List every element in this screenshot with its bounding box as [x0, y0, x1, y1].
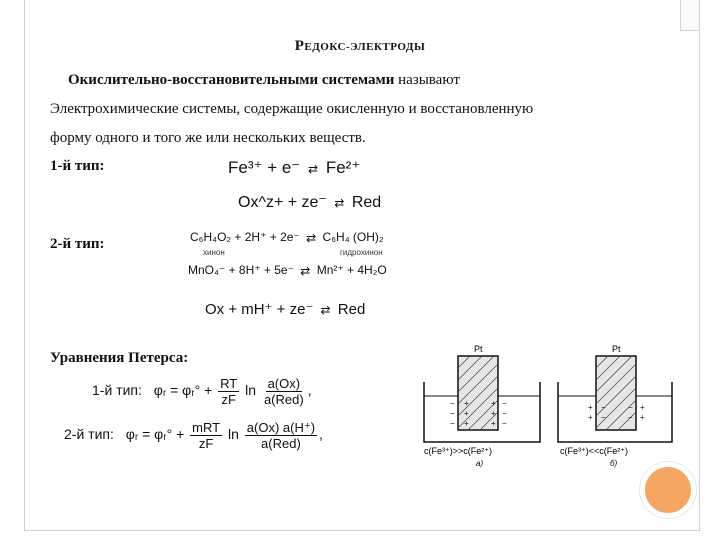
equilibrium-arrow-icon: ⇄ — [306, 230, 317, 245]
svg-text:+: + — [464, 399, 469, 408]
type2-label: 2-й тип: — [50, 236, 105, 252]
type1-equation-2: Ox^z+ + ze⁻ ⇄ Red — [238, 194, 382, 211]
svg-text:−: − — [628, 403, 633, 412]
svg-text:+: + — [588, 413, 593, 422]
type1-equation-1: Fe³⁺ + e⁻ ⇄ Fe²⁺ — [228, 158, 361, 177]
peters-equation-2: 2-й тип: φᵣ = φᵣ° + $\frac{\text{mRT}}{zF}$ ln $\frac{a(Ox) a(H^+)}{\text{a(Red)}}$ , — [64, 420, 323, 451]
svg-text:+: + — [491, 419, 496, 428]
svg-text:+: + — [464, 409, 469, 418]
svg-text:−: − — [450, 419, 455, 428]
definition-line-3: форму одного и того же или нескольких веществ. — [50, 130, 366, 146]
concentration-caption-b: c(Fe³⁺)<<c(Fe²⁺) — [560, 446, 629, 456]
svg-text:−: − — [450, 409, 455, 418]
svg-text:−: − — [601, 403, 606, 412]
peters-label: Уравнения Петерса: — [50, 350, 189, 366]
equilibrium-arrow-icon: ⇄ — [334, 195, 345, 210]
type2-equation-1: C₆H₄O₂ + 2H⁺ + 2e⁻ ⇄ C₆H₄ (OH)₂ — [190, 230, 384, 245]
pt-label-b: Pt — [612, 344, 621, 354]
concentration-caption-a: c(Fe³⁺)>>c(Fe²⁺) — [424, 446, 493, 456]
decorative-circle — [640, 462, 696, 518]
svg-text:−: − — [502, 419, 507, 428]
type2-equation-3: Ox + mH⁺ + ze⁻ ⇄ Red — [205, 301, 366, 318]
svg-text:−: − — [628, 413, 633, 422]
svg-text:−: − — [502, 409, 507, 418]
equilibrium-arrow-icon: ⇄ — [308, 161, 319, 176]
panel-label-b: б) — [610, 459, 618, 468]
svg-text:+: + — [588, 403, 593, 412]
svg-text:+: + — [464, 419, 469, 428]
svg-text:+: + — [640, 413, 645, 422]
pt-label-a: Pt — [474, 344, 483, 354]
quinone-label: хинон — [203, 248, 225, 257]
page-title: РЕДОКС-ЭЛЕКТРОДЫ — [294, 38, 426, 54]
definition-line-1: Окислительно-восстановительными системами называют — [68, 72, 460, 88]
svg-text:+: + — [491, 409, 496, 418]
hydroquinone-label: гидрохинон — [340, 248, 383, 257]
panel-label-a: а) — [476, 459, 484, 468]
type1-label: 1-й тип: — [50, 158, 105, 174]
type2-equation-2: MnO₄⁻ + 8H⁺ + 5e⁻ ⇄ Mn²⁺ + 4H₂O — [188, 263, 387, 278]
equilibrium-arrow-icon: ⇄ — [300, 263, 311, 278]
electrode-diagram-b — [558, 344, 672, 468]
equilibrium-arrow-icon: ⇄ — [320, 303, 331, 318]
svg-text:−: − — [450, 399, 455, 408]
svg-text:−: − — [502, 399, 507, 408]
corner-tab — [680, 0, 699, 31]
svg-text:+: + — [640, 403, 645, 412]
electrode-diagram-a — [424, 344, 540, 468]
svg-text:−: − — [601, 413, 606, 422]
electrode-diagrams — [410, 340, 680, 470]
svg-text:+: + — [491, 399, 496, 408]
definition-line-2: Электрохимические системы, содержащие окисленную и восстановленную — [50, 101, 534, 117]
peters-equation-1: 1-й тип: φᵣ = φᵣ° + $\frac{RT}{zF}$ ln $\frac{a(Ox)}{\text{a(Red)}}$ , — [92, 376, 312, 407]
